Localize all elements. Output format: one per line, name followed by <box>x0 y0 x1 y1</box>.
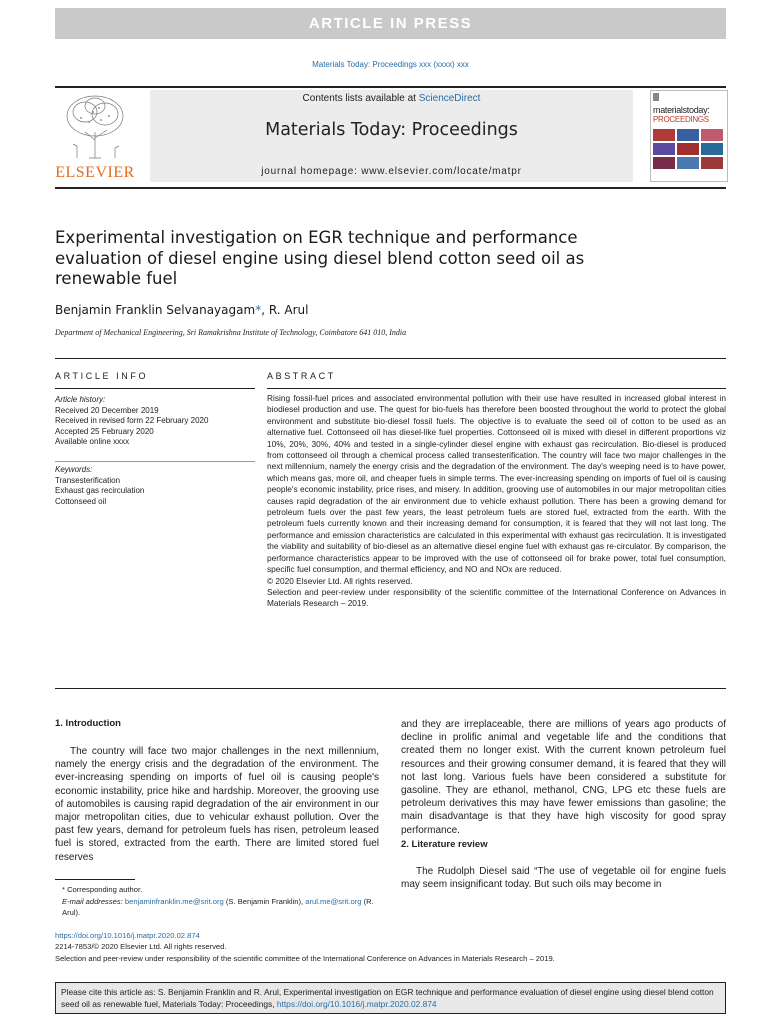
history-label: Article history: <box>55 395 106 404</box>
introduction-heading: 1. Introduction <box>55 718 121 729</box>
contents-prefix: Contents lists available at <box>302 93 416 104</box>
abstract-text: Rising fossil-fuel prices and associated environmental pollution with their use have resulted in increased global interest in biodiesel production and use. The quest for bio-fuels has therefore been boosted throughout the world to protect the global environment and substitute bio-diesel fossil fuels. The objective is to evaluate the seed oil of cotton to be used as an alternative fuel. Cottonseed oil has diesel-like fuel properties. Cottonseed oil is mixed with diesel in different proportions viz 10%, 20%, 30%, 40% and tested in a single-cylinder diesel engine with exhaust gas recirculation. Bio-diesel is produced from cottonseed oil through a chemical process called transesterification. The country will face two major challenges in the next millennium, namely the energy crisis and the degradation of the environment. The day's weeping need is to have power, which means gas, more oil, and cheaper fuels in simple terms. The ever-increasing spending on imports of fuel oil is causing people's economic instability, price rises, and misery. In addition, grooving use of automobiles in our major metropolitan cities causes rapid degradation of the air environment due to vehicle exhaust pollution. There has been a growing demand for petroleum fuels over the past few years, the least petroleum fuels are stored fuel, extracted from the earth. With the petroleum fuels currently known and their increasing demand for consumption, it is feared that they will not last long. The performance and emission characteristics are calculated in this experimental with exhaust gas recirculation. It is investigated the viability and suitability of bio-diesel as an alternative diesel engine fuel with exhaust gas re-circulator. By comparison, the performance characteristics appear to be improved with the use of cottonseed oil for brake power, total fuel consumption, specific fuel consumption, and thermal efficiency, and NO and NOx are reduced. <box>267 393 726 575</box>
keyword: Exhaust gas recirculation <box>55 486 145 495</box>
article-info-heading: ARTICLE INFO <box>55 371 149 381</box>
literature-review-heading: 2. Literature review <box>401 839 488 850</box>
history-item: Received 20 December 2019 <box>55 405 159 415</box>
email-footnote <box>62 896 379 918</box>
journal-homepage[interactable]: journal homepage: www.elsevier.com/locate/matpr <box>261 166 522 177</box>
doi-link[interactable]: https://doi.org/10.1016/j.matpr.2020.02.874 <box>55 931 200 940</box>
introduction-continued-paragraph: and they are irreplaceable, there are millions of years ago products of decline in prolific animal and vegetable life and the conditions that created them no longer exist. With the current known petroleum fuel resources and their growing consumer demand, it is feared that they will not last long. Various fuels have been considered a substitute for gasoline. They are ethanol, methanol, CNG, LPG etc these fuels are petroleum derivatives this may have fewer emissions than gasoline; the main disadvantage is that they have high viscosity for good spray performance. <box>401 719 726 836</box>
keyword: Transesterification <box>55 475 121 485</box>
info-top-rule <box>55 358 726 359</box>
corresponding-author-footnote: * Corresponding author. <box>62 885 143 894</box>
keyword: Cottonseed oil <box>55 496 107 506</box>
article-in-press-banner: ARTICLE IN PRESS <box>55 8 726 39</box>
abstract-copyright: © 2020 Elsevier Ltd. All rights reserved. <box>267 575 413 586</box>
article-history <box>55 395 255 448</box>
cite-doi-link[interactable]: https://doi.org/10.1016/j.matpr.2020.02.874 <box>276 999 437 1009</box>
abstract-heading: ABSTRACT <box>267 371 336 381</box>
contents-line <box>150 93 633 104</box>
history-item: Received in revised form 22 February 2020 <box>55 416 209 425</box>
cover-logo-icon <box>653 93 659 101</box>
keywords-rule <box>55 461 255 462</box>
author-1[interactable]: Benjamin Franklin Selvanayagam <box>55 303 256 317</box>
article-title: Experimental investigation on EGR technique and performance evaluation of diesel engine using diesel blend cotton seed oil as renewable fuel <box>55 228 585 288</box>
abstract-bottom-rule <box>55 688 726 689</box>
corresponding-author-mark[interactable]: * <box>255 303 262 317</box>
header-top-rule <box>55 86 726 88</box>
email-label: E-mail addresses: <box>62 897 123 906</box>
introduction-paragraph: The country will face two major challenges in the next millennium, namely the energy crisis and the degradation of the environment. The ever-increasing spending on imports of fuel oil is causing people's economic instability, price hike and hardship. Moreover, the grooving use of automobiles is causing rapid degradation of the air environment in our major metropolitan cities, due to vehicular exhaust pollution. Over the past few years, demand for petroleum fuels has risen, petroleum leased fuel is stored, extracted from the earth. There are limited stored fuel reserves <box>55 746 379 863</box>
footnote-rule <box>55 879 135 880</box>
author-2[interactable]: , R. Arul <box>261 303 309 317</box>
abstract-selection: Selection and peer-review under responsibility of the scientific committee of the International Conference on Advances in Materials Research – 2019. <box>267 586 726 609</box>
cover-title: materialstoday: <box>653 105 710 115</box>
peer-review-note: Selection and peer-review under responsibility of the scientific committee of the International Conference on Advances in Materials Research – 2019. <box>55 954 555 963</box>
issn-line: 2214-7853/© 2020 Elsevier Ltd. All rights reserved. <box>55 942 227 951</box>
journal-citation-link[interactable]: Materials Today: Proceedings xxx (xxxx) xxx <box>312 60 469 69</box>
history-item: Accepted 25 February 2020 <box>55 426 154 436</box>
article-info-rule <box>55 388 255 389</box>
affiliation: Department of Mechanical Engineering, Sri Ramakrishna Institute of Technology, Coimbatore 641 010, India <box>55 328 407 337</box>
literature-review-paragraph: The Rudolph Diesel said “The use of vegetable oil for engine fuels may seem insignificant today. But such oils may become in <box>401 866 726 891</box>
email-name-1: (S. Benjamin Franklin), <box>223 897 304 906</box>
history-item: Available online xxxx <box>55 437 130 446</box>
email-link-1[interactable]: benjaminfranklin.me@srit.org <box>124 897 224 906</box>
email-link-2[interactable]: arul.me@srit.org <box>305 897 362 906</box>
header-bottom-rule <box>55 187 726 189</box>
abstract-body <box>267 393 726 610</box>
sciencedirect-link[interactable]: ScienceDirect <box>418 93 481 104</box>
journal-cover-thumbnail <box>650 90 728 182</box>
cite-text: Please cite this article as: S. Benjamin Franklin and R. Arul, Experimental investigation on EGR technique and performance evaluation of diesel engine using diesel blend cotton seed oil as renewable fuel, Materials Today: Proceedings, <box>61 987 714 1009</box>
abstract-rule <box>267 388 726 389</box>
keywords-label: Keywords: <box>55 465 93 474</box>
author-line <box>55 303 655 317</box>
keywords <box>55 465 255 507</box>
cover-subtitle: PROCEEDINGS <box>653 115 709 124</box>
journal-title: Materials Today: Proceedings <box>265 120 518 140</box>
email-name-2: (R. Arul). <box>62 897 374 917</box>
elsevier-wordmark: ELSEVIER <box>55 164 135 181</box>
cover-image-grid <box>653 129 723 169</box>
cite-this-article-box <box>55 982 726 1014</box>
